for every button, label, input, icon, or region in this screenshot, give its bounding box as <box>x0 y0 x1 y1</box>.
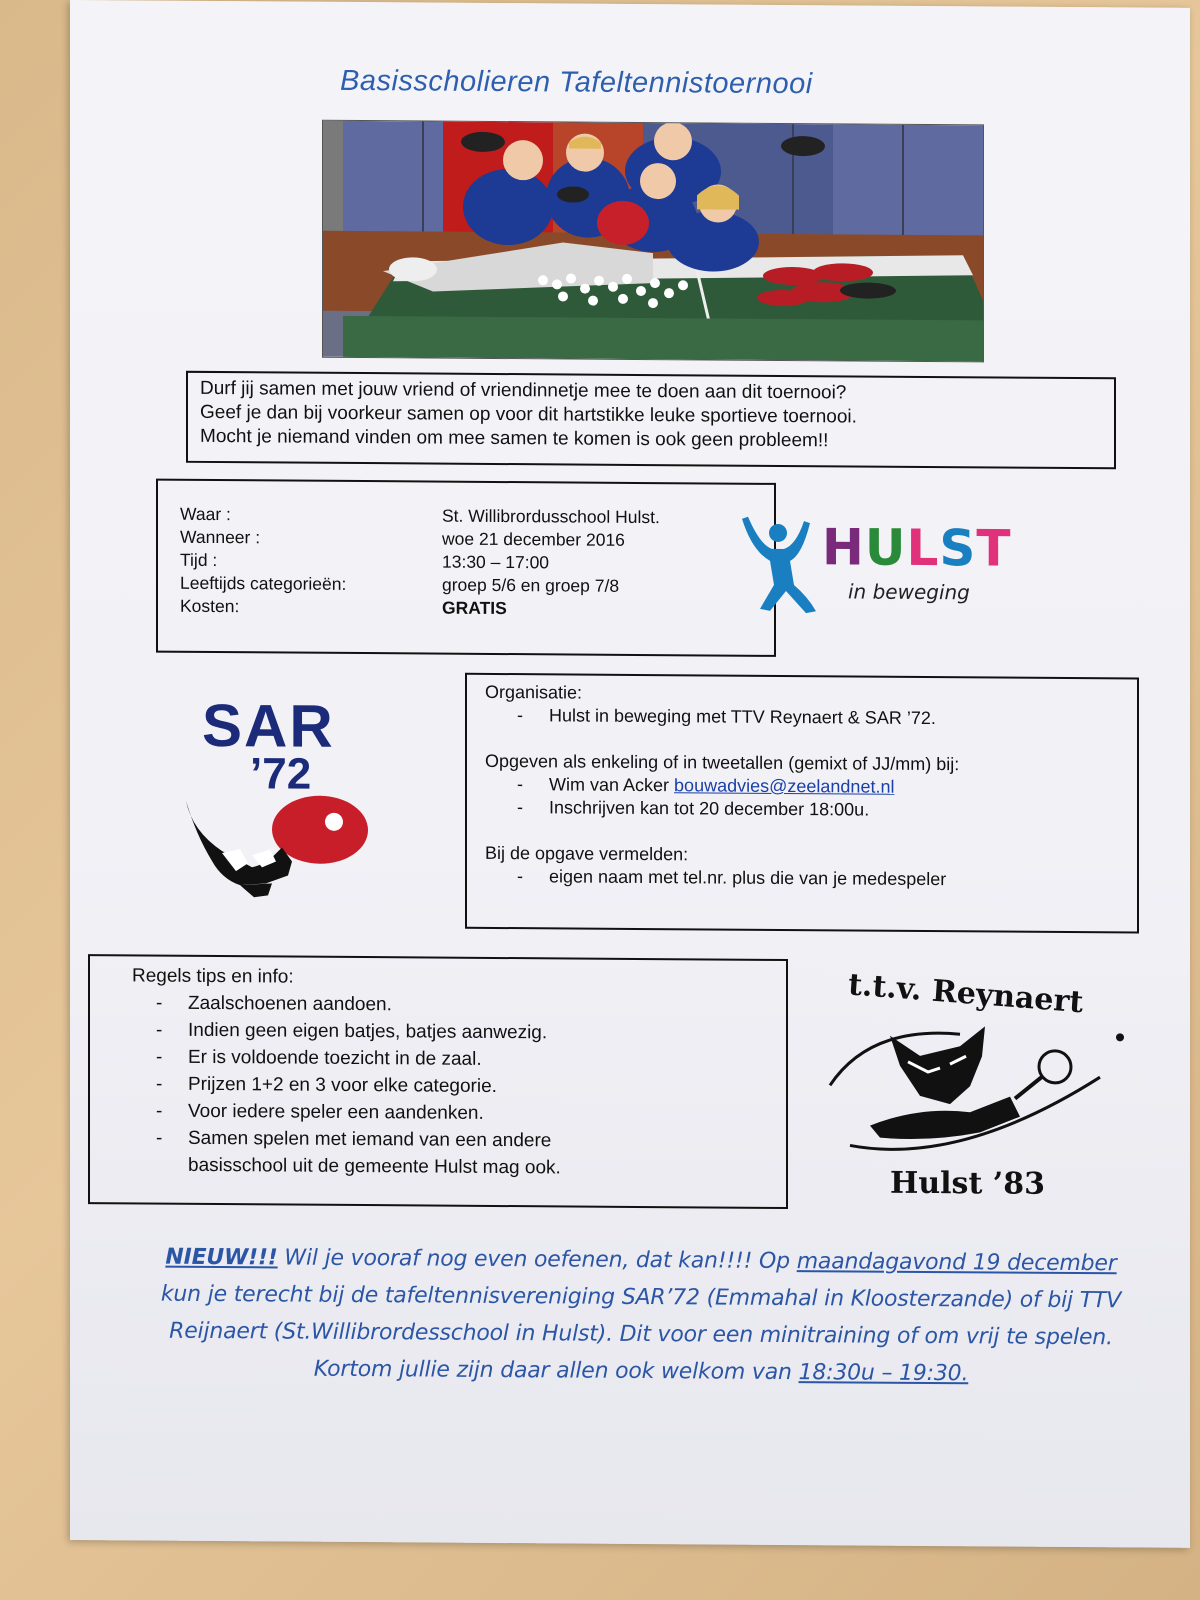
tijd-value: 13:30 – 17:00 <box>442 551 550 573</box>
hulst-letter: H <box>822 518 865 577</box>
children-photo <box>322 120 984 363</box>
flyer-title: Basisscholieren Tafeltennistoernooi <box>340 64 813 101</box>
rule-item: - Zaalschoenen aandoen. <box>156 992 392 1016</box>
vermelden-item: - eigen naam met tel.nr. plus die van je medespeler <box>517 866 947 890</box>
nieuw-announcement <box>106 1238 1176 1393</box>
fox-mascot-icon <box>810 1015 1130 1177</box>
rule-item: - Prijzen 1+2 en 3 voor elke categorie. <box>156 1073 497 1097</box>
children-photo-illustration <box>323 121 983 362</box>
info-row-tijd <box>180 549 550 573</box>
wanneer-label: Wanneer : <box>180 526 261 548</box>
rule-item: - Samen spelen met iemand van een andere <box>156 1127 552 1152</box>
hulst-letter: L <box>906 518 940 578</box>
sar72-logo <box>182 691 382 902</box>
rule-item: - Er is voldoende toezicht in de zaal. <box>156 1046 482 1070</box>
organisatie-item: - Hulst in beweging met TTV Reynaert & SAR ’72. <box>517 705 936 729</box>
rule-item: - Indien geen eigen batjes, batjes aanwezig. <box>156 1019 548 1044</box>
nieuw-line-1: NIEUW!!! Wil je vooraf nog even oefenen, dat kan!!!! Op maandagavond 19 december <box>165 1244 1117 1277</box>
organisatie-heading: Organisatie: <box>485 681 583 703</box>
tijd-label: Tijd : <box>180 549 218 571</box>
info-row-kosten <box>180 595 507 619</box>
reynaert-bottom-text: Hulst ’83 <box>890 1165 1045 1202</box>
sar-year: ’72 <box>250 749 312 799</box>
intro-line-3: Mocht je niemand vinden om mee samen te komen is ook geen probleem!! <box>200 425 829 452</box>
nieuw-line-2: kun je terecht bij de tafeltennisvereniging SAR’72 (Emmahal in Kloosterzande) of bij TTV <box>160 1281 1122 1314</box>
contact-email-link[interactable]: bouwadvies@zeelandnet.nl <box>674 775 895 797</box>
waar-value: St. Willibrordusschool Hulst. <box>442 505 660 528</box>
hulst-tagline: in beweging <box>848 579 970 605</box>
opgeven-text: Opgeven als enkeling of in tweetallen (gemixt of JJ/mm) bij: <box>485 750 960 775</box>
waar-label: Waar : <box>180 503 231 525</box>
event-info-box <box>156 479 776 657</box>
hulst-letter: S <box>939 519 977 578</box>
ttv-reynaert-logo <box>810 965 1130 1207</box>
hulst-in-beweging-logo <box>740 515 1020 617</box>
organisatie-box <box>465 673 1139 934</box>
rule-item: - Voor iedere speler een aandenken. <box>156 1100 484 1124</box>
kosten-label: Kosten: <box>180 595 240 617</box>
contact-item: - Wim van Acker bouwadvies@zeelandnet.nl <box>517 774 895 797</box>
leeftijd-value: groep 5/6 en groep 7/8 <box>442 574 620 596</box>
nieuw-line-3: Reijnaert (St.Willibrordesschool in Hulst). Dit voor een minitraining of om vrij te spelen. <box>169 1318 1113 1351</box>
rules-heading: Regels tips en info: <box>132 965 294 988</box>
hulst-letter: T <box>976 519 1012 578</box>
nieuw-line-4: Kortom jullie zijn daar allen ook welkom van 18:30u – 19:30. <box>313 1356 969 1387</box>
sar-wordmark: SAR <box>202 691 335 760</box>
rules-box <box>88 954 788 1209</box>
paddle-hand-icon <box>182 791 382 902</box>
leeftijd-label: Leeftijds categorieën: <box>180 572 347 594</box>
rule-item-continuation: basisschool uit de gemeente Hulst mag ook. <box>188 1154 561 1179</box>
info-row-wanneer <box>180 526 625 550</box>
vermelden-heading: Bij de opgave vermelden: <box>485 842 689 865</box>
nieuw-date: maandagavond 19 december <box>796 1249 1117 1277</box>
intro-line-2: Geef je dan bij voorkeur samen op voor dit hartstikke leuke sportieve toernooi. <box>200 401 857 428</box>
hulst-wordmark <box>822 518 1012 578</box>
reynaert-top-text: t.t.v. Reynaert <box>847 967 1085 1021</box>
kosten-value: GRATIS <box>442 597 507 619</box>
flyer-sheet <box>70 0 1190 1548</box>
contact-name: Wim van Acker <box>549 774 670 796</box>
info-row-leeftijd <box>180 572 620 596</box>
nieuw-label: NIEUW!!! <box>165 1244 278 1271</box>
nieuw-time: 18:30u – 19:30. <box>798 1360 969 1387</box>
info-row-waar <box>180 503 660 528</box>
hulst-letter: U <box>864 518 907 577</box>
intro-box <box>186 371 1116 469</box>
deadline-item: - Inschrijven kan tot 20 december 18:00u. <box>517 797 870 820</box>
wanneer-value: woe 21 december 2016 <box>442 528 625 550</box>
intro-line-1: Durf jij samen met jouw vriend of vriendinnetje mee te doen aan dit toernooi? <box>200 377 847 404</box>
hulst-wordmark-text <box>822 518 1011 577</box>
